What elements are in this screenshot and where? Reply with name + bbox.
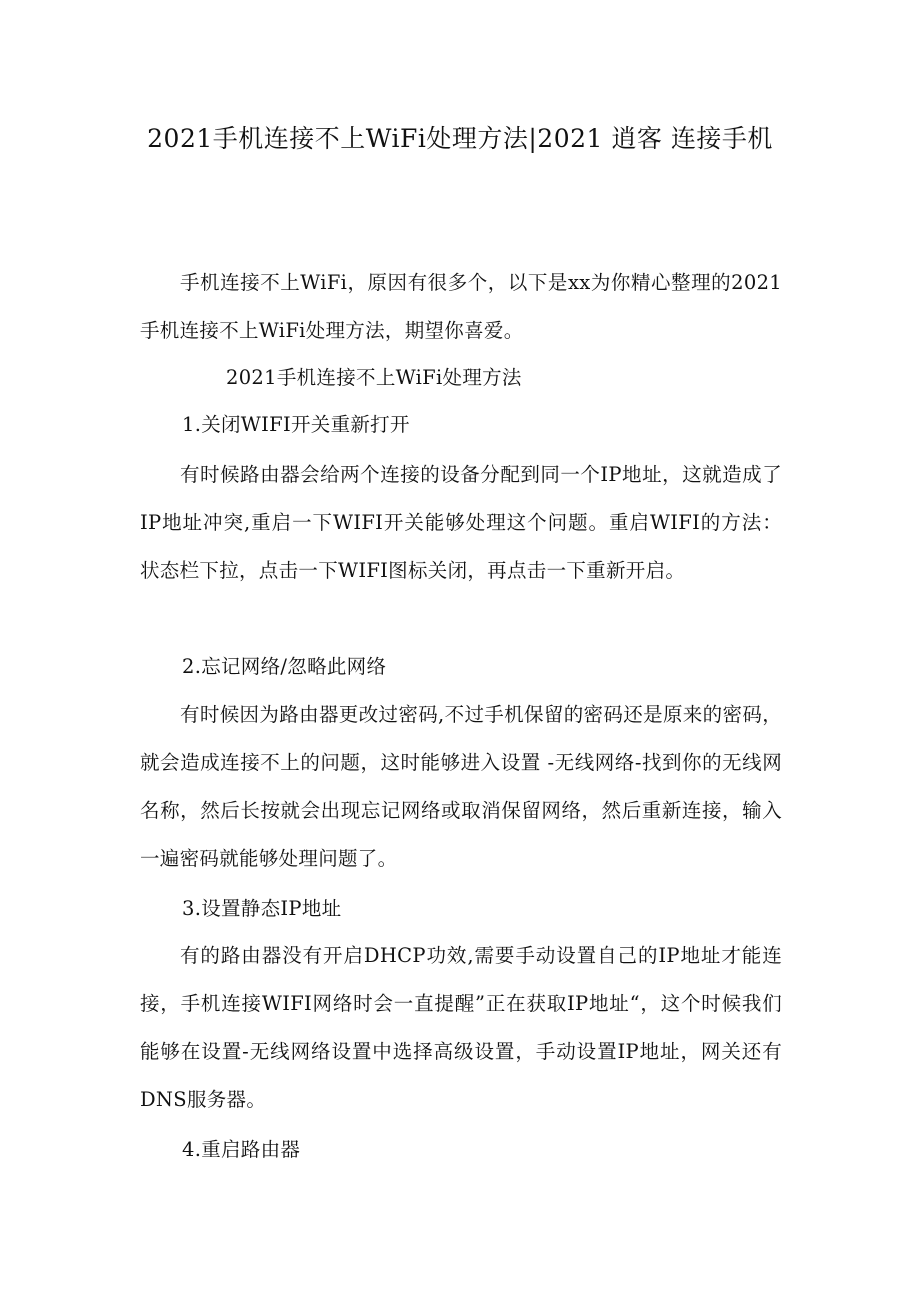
section-heading-1: 1.关闭WIFI开关重新打开 xyxy=(182,413,410,436)
section-heading-4: 4.重启路由器 xyxy=(182,1138,301,1161)
section-body-2: 有时候因为路由器更改过密码,不过手机保留的密码还是原来的密码，就会造成连接不上的问题，这时能够进入设置 -无线网络-找到你的无线网名称，然后长按就会出现忘记网络或取消保留网络，然后重新连接，输入一遍密码就能够处理问题了。 xyxy=(140,703,782,870)
document-title: 2021手机连接不上WiFi处理方法|2021 逍客 连接手机 xyxy=(147,124,773,153)
section-body-1: 有时候路由器会给两个连接的设备分配到同一个IP地址，这就造成了IP地址冲突,重启一下WIFI开关能够处理这个问题。重启WIFI的方法：状态栏下拉，点击一下WIFI图标关闭，再点击一下重新开启。 xyxy=(140,463,782,582)
section-heading-2: 2.忘记网络/忽略此网络 xyxy=(182,655,387,678)
section-heading-3: 3.设置静态IP地址 xyxy=(182,897,342,920)
section-body-3: 有的路由器没有开启DHCP功效,需要手动设置自己的IP地址才能连接，手机连接WIFI网络时会一直提醒”正在获取IP地址“，这个时候我们能够在设置-无线网络设置中选择高级设置，手动设置IP地址，网关还有DNS服务器。 xyxy=(140,944,782,1111)
intro-paragraph: 手机连接不上WiFi，原因有很多个，以下是xx为你精心整理的2021手机连接不上WiFi处理方法，期望你喜爱。 xyxy=(140,271,782,342)
section-subtitle: 2021手机连接不上WiFi处理方法 xyxy=(226,366,522,389)
